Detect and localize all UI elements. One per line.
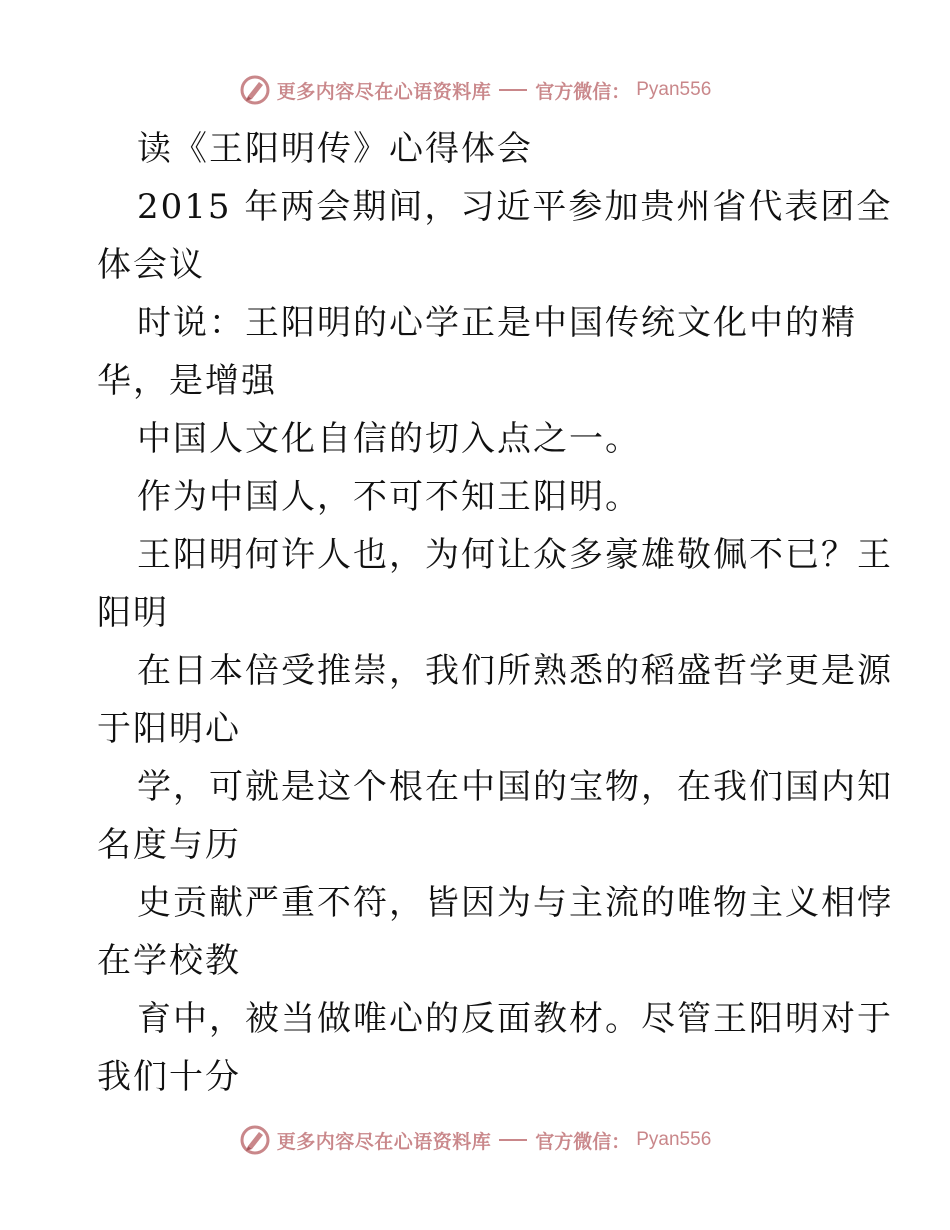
paragraph-line: 在学校教 [97, 941, 241, 981]
paragraph-line: 名度与历 [97, 825, 241, 865]
watermark-text: 更多内容尽在心语资料库 [276, 80, 492, 103]
paragraph-line: 于阳明心 [97, 709, 241, 749]
paragraph-line: 阳明 [97, 593, 169, 633]
pen-logo-icon [239, 1124, 271, 1156]
paragraph-line: 我们十分 [97, 1057, 241, 1097]
watermark-dash [499, 1139, 527, 1141]
watermark-dash [499, 89, 527, 91]
paragraph-line: 作为中国人，不可不知王阳明。 [137, 477, 641, 517]
paragraph-line: 2015 年两会期间，习近平参加贵州省代表团全 [137, 187, 893, 227]
paragraph-line: 体会议 [97, 245, 205, 285]
paragraph-line: 育中，被当做唯心的反面教材。尽管王阳明对于 [137, 999, 893, 1039]
paragraph-line: 华，是增强 [97, 361, 277, 401]
paragraph-line: 中国人文化自信的切入点之一。 [137, 419, 641, 459]
pen-logo-icon [239, 74, 271, 106]
watermark-text: 更多内容尽在心语资料库 [276, 1130, 492, 1153]
watermark-wechat-label: 官方微信： [535, 80, 631, 103]
paragraph-line: 史贡献严重不符，皆因为与主流的唯物主义相悖 [137, 883, 893, 923]
paragraph-line: 学，可就是这个根在中国的宝物，在我们国内知 [137, 767, 893, 807]
paragraph-line: 在日本倍受推崇，我们所熟悉的稻盛哲学更是源 [137, 651, 893, 691]
footer-watermark [0, 1120, 950, 1160]
watermark-wechat-id: Pyan556 [636, 1129, 712, 1150]
document-title: 读《王阳明传》心得体会 [137, 129, 533, 169]
paragraph-line: 时说：王阳明的心学正是中国传统文化中的精 [137, 303, 857, 343]
watermark-wechat-label: 官方微信： [535, 1130, 631, 1153]
document-body [97, 120, 893, 1106]
watermark-wechat-id: Pyan556 [636, 79, 712, 100]
paragraph-line: 王阳明何许人也，为何让众多豪雄敬佩不已？王 [137, 535, 893, 575]
header-watermark [0, 70, 950, 110]
